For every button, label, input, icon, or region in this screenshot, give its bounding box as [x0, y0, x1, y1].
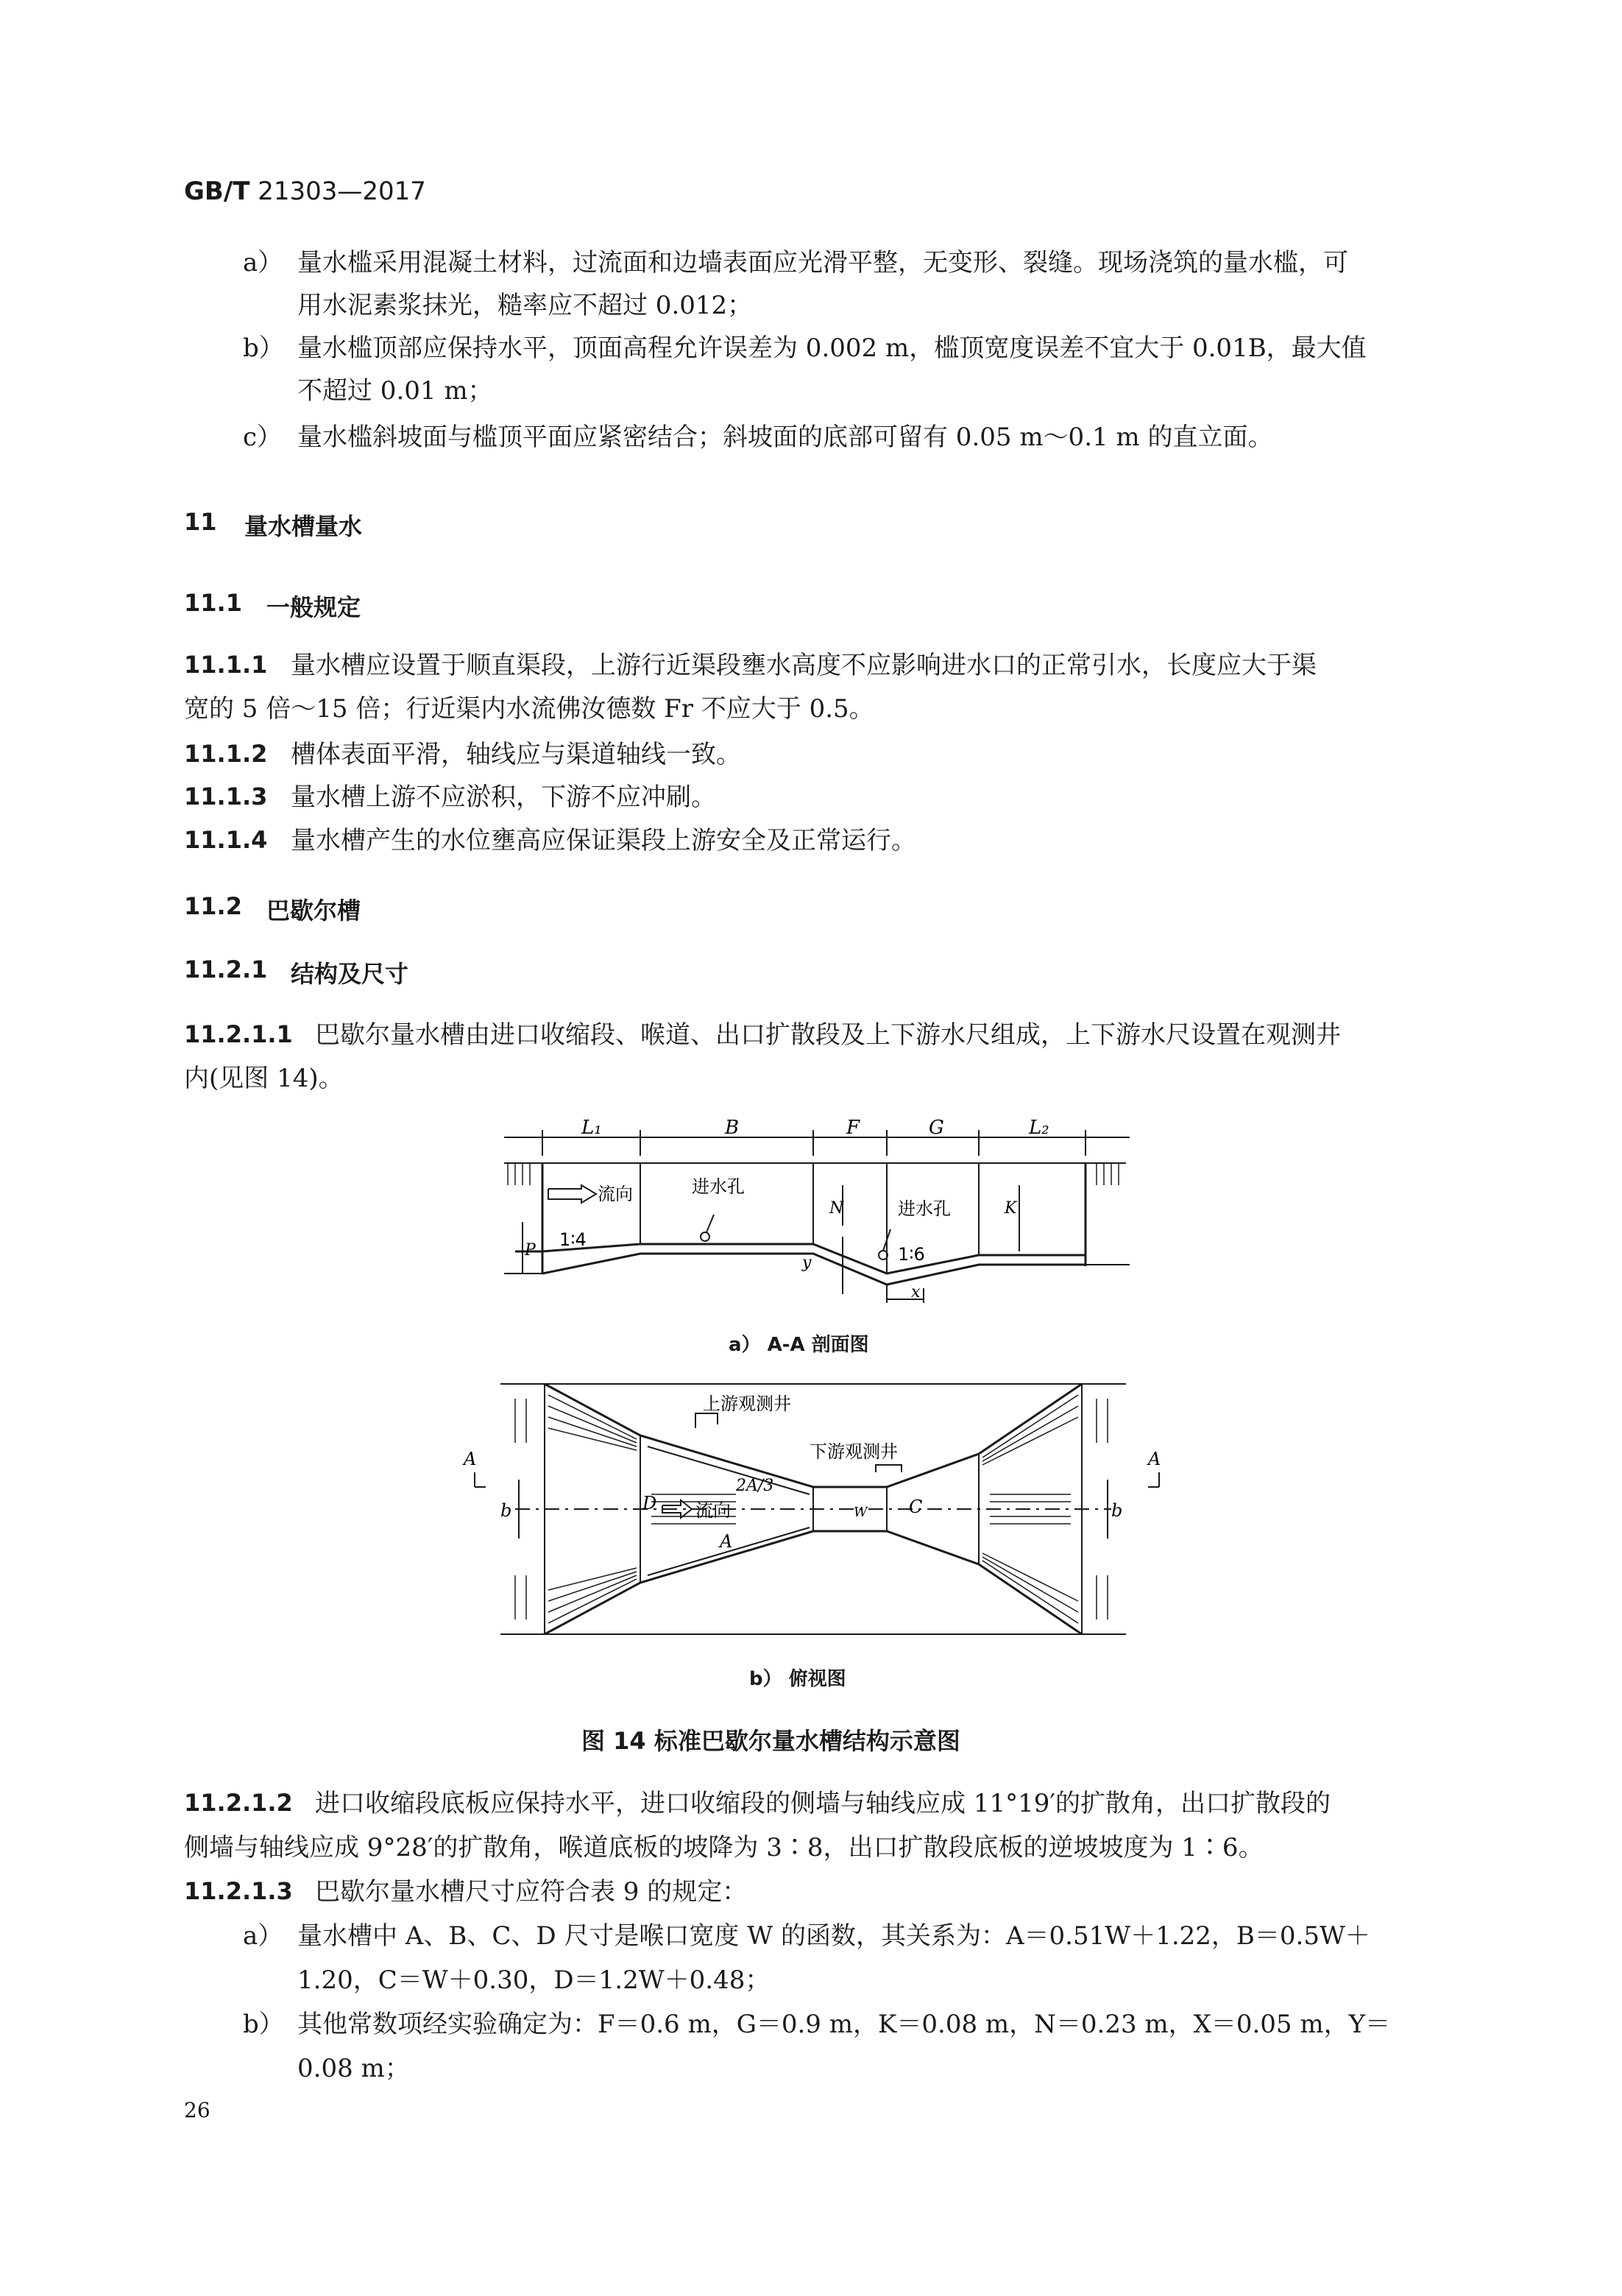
figure-caption: 图 14 标准巴歇尔量水槽结构示意图	[581, 1727, 960, 1755]
clause-11-2-1-3-num: 11.2.1.3	[184, 1877, 293, 1905]
section-flow-label: 流向	[598, 1184, 633, 1204]
slope-label-1-4: 1∶4	[559, 1229, 587, 1250]
label-x: x	[911, 1283, 921, 1301]
dim-label-G: G	[929, 1117, 944, 1139]
label-P: P	[525, 1241, 536, 1260]
section-11-2-num: 11.2	[184, 892, 242, 920]
figure-subcaption-a: a） A-A 剖面图	[729, 1334, 869, 1356]
clause-11-1-4-text: 量水槽产生的水位壅高应保证渠段上游安全及正常运行。	[291, 826, 916, 855]
list1-a-line1: 量水槛采用混凝土材料，过流面和边墙表面应光滑平整，无变形、裂缝。现场浇筑的量水槛，可	[297, 248, 1348, 278]
section-11-2-1-num: 11.2.1	[184, 956, 268, 983]
page-number: 26	[184, 2098, 210, 2122]
list1-c-line1: 量水槛斜坡面与槛顶平面应紧密结合；斜坡面的底部可留有 0.05 m～0.1 m 的直立面。	[297, 423, 1273, 452]
clause-11-1-1-num: 11.1.1	[184, 651, 268, 679]
plan-flow-label: 流向	[695, 1500, 731, 1521]
list2-b-line2: 0.08 m；	[297, 2054, 410, 2083]
upstream-well-label: 上游观测井	[703, 1394, 791, 1414]
dim-label-L1: L₁	[581, 1117, 602, 1139]
dim-label-L2: L₂	[1029, 1117, 1049, 1139]
figure-subcaption-b: b） 俯视图	[749, 1668, 846, 1690]
clause-11-2-1-2-line2: 侧墙与轴线应成 9°28′的扩散角，喉道底板的坡降为 3∶8，出口扩散段底板的逆坡坡度为 1∶6。	[184, 1833, 1264, 1862]
section-mark-A-right: A	[1148, 1449, 1161, 1469]
clause-11-1-3-text: 量水槽上游不应淤积，下游不应冲刷。	[291, 783, 716, 812]
label-A-dim: A	[720, 1531, 733, 1552]
list1-b-line2: 不超过 0.01 m；	[297, 376, 493, 406]
label-y: y	[802, 1254, 812, 1272]
clause-11-2-1-2-num: 11.2.1.2	[184, 1789, 293, 1817]
label-D: D	[642, 1493, 657, 1513]
standard-code-number: 21303—2017	[258, 177, 426, 206]
clause-11-2-1-3-text: 巴歇尔量水槽尺寸应符合表 9 的规定：	[315, 1877, 748, 1907]
label-b-left: b	[500, 1500, 512, 1521]
clause-11-1-2-text: 槽体表面平滑，轴线应与渠道轴线一致。	[291, 740, 741, 769]
section-11-1-title: 一般规定	[266, 593, 361, 621]
figure-14-diagram	[464, 1104, 1207, 1693]
label-K: K	[1005, 1199, 1017, 1218]
label-N: N	[829, 1199, 844, 1218]
clause-11-1-1-line1: 量水槽应设置于顺直渠段，上游行近渠段壅水高度不应影响进水口的正常引水，长度应大于渠	[291, 651, 1317, 680]
standard-code-prefix: GB/T	[184, 177, 250, 206]
list2-b-line1: 其他常数项经实验确定为：F＝0.6 m，G＝0.9 m，K＝0.08 m，N＝0.23 m，X＝0.05 m，Y＝	[297, 2010, 1391, 2039]
section-inlet-hole-downstream: 进水孔	[898, 1198, 951, 1219]
clause-11-1-2-num: 11.1.2	[184, 740, 268, 768]
section-inlet-hole-upstream: 进水孔	[692, 1176, 745, 1197]
list2-a-line2: 1.20，C＝W＋0.30，D＝1.2W＋0.48；	[297, 1965, 771, 1995]
list1-a-marker: a）	[243, 248, 283, 278]
list1-c-marker: c）	[243, 423, 283, 452]
label-2A-3: 2A/3	[736, 1477, 774, 1495]
label-W: W	[854, 1505, 868, 1520]
section-11-num: 11	[184, 508, 217, 536]
dim-label-F: F	[846, 1117, 860, 1139]
section-11-title: 量水槽量水	[244, 512, 363, 540]
clause-11-1-4-num: 11.1.4	[184, 826, 268, 854]
clause-11-2-1-1-line1: 巴歇尔量水槽由进口收缩段、喉道、出口扩散段及上下游水尺组成，上下游水尺设置在观测井	[315, 1020, 1341, 1050]
list1-b-marker: b）	[243, 333, 284, 363]
label-C: C	[909, 1497, 923, 1517]
section-11-2-1-title: 结构及尺寸	[291, 960, 409, 988]
label-b-right: b	[1111, 1500, 1123, 1521]
dim-label-B: B	[725, 1117, 740, 1139]
clause-11-1-1-line2: 宽的 5 倍～15 倍；行近渠内水流佛汝德数 Fr 不应大于 0.5。	[184, 694, 874, 724]
list2-a-marker: a）	[243, 1921, 283, 1951]
clause-11-2-1-2-line1: 进口收缩段底板应保持水平，进口收缩段的侧墙与轴线应成 11°19′的扩散角，出口扩散段的	[315, 1789, 1331, 1818]
list2-a-line1: 量水槽中 A、B、C、D 尺寸是喉口宽度 W 的函数，其关系为：A＝0.51W＋1.22，B＝0.5W＋	[297, 1921, 1370, 1951]
clause-11-2-1-1-num: 11.2.1.1	[184, 1020, 293, 1048]
section-11-2-title: 巴歇尔槽	[266, 897, 361, 925]
list1-b-line1: 量水槛顶部应保持水平，顶面高程允许误差为 0.002 m，槛顶宽度误差不宜大于 0.01B，最大值	[297, 333, 1367, 363]
list1-a-line2: 用水泥素浆抹光，糙率应不超过 0.012；	[297, 291, 753, 320]
plan-view-lines	[475, 1384, 1159, 1634]
clause-11-1-3-num: 11.1.3	[184, 783, 268, 810]
section-mark-A-left: A	[464, 1449, 477, 1469]
downstream-well-label: 下游观测井	[810, 1441, 898, 1462]
list2-b-marker: b）	[243, 2010, 284, 2039]
section-11-1-num: 11.1	[184, 589, 242, 617]
clause-11-2-1-1-line2: 内(见图 14)。	[184, 1064, 344, 1093]
section-view-lines	[504, 1130, 1130, 1303]
standard-code	[184, 177, 426, 206]
slope-label-1-6: 1∶6	[898, 1244, 925, 1265]
